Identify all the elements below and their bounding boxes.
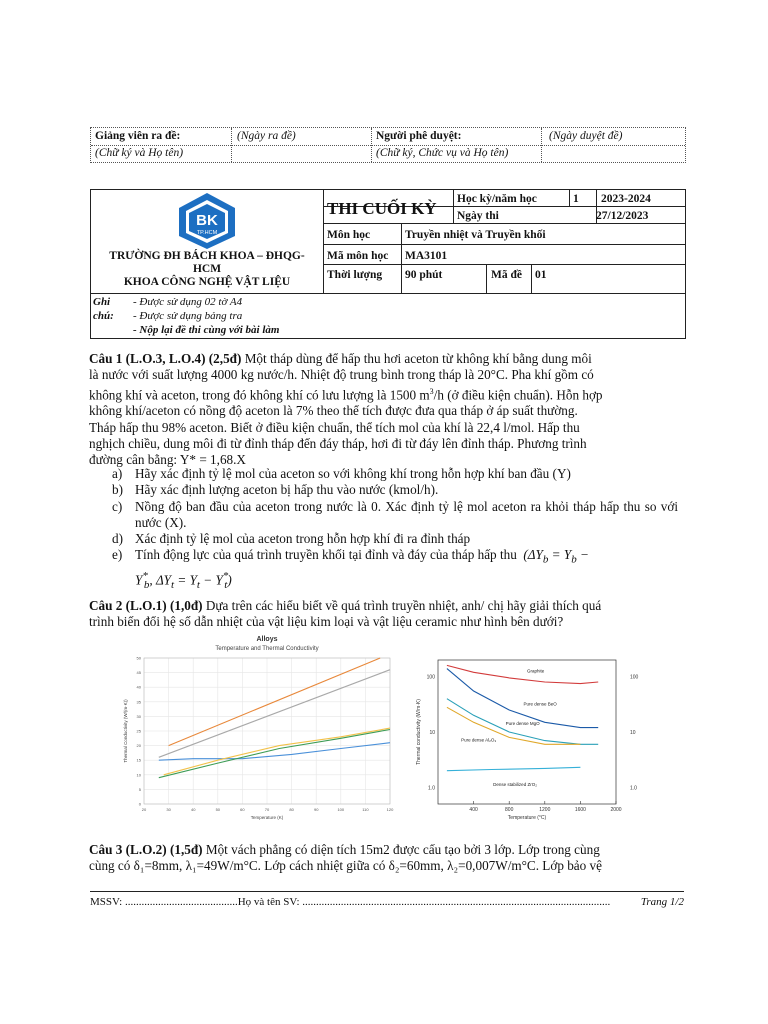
series-line bbox=[447, 669, 598, 728]
faculty-name: KHOA CÔNG NGHỆ VẬT LIỆU bbox=[123, 276, 291, 288]
x-tick-label: 120 bbox=[386, 807, 394, 812]
y-tick-label: 25 bbox=[136, 728, 141, 734]
x-axis-label: Temperature (°C) bbox=[507, 815, 547, 821]
y-tick-label-right: 100 bbox=[630, 674, 639, 681]
exam-code-value: 01 bbox=[535, 269, 547, 281]
x-tick-label: 70 bbox=[264, 807, 270, 812]
logo-text: BK bbox=[196, 212, 218, 229]
x-tick-label: 110 bbox=[362, 807, 369, 812]
date-value: 27/12/2023 bbox=[596, 210, 649, 222]
x-tick-label: 40 bbox=[190, 807, 196, 812]
semester-label: Học kỳ/năm học bbox=[457, 193, 537, 205]
series-label: Graphite bbox=[527, 668, 545, 674]
exam-header-table bbox=[90, 189, 686, 339]
school-line-1: TRƯỜNG ĐH BÁCH KHOA – ĐHQG- bbox=[109, 250, 305, 262]
y-axis-label: Thermal Conductivity (W/(m·K)) bbox=[123, 699, 128, 763]
y-tick-label: 10 bbox=[136, 772, 141, 778]
question-1-heading: Câu 1 (L.O.3, L.O.4) (2,5đ) bbox=[89, 351, 242, 366]
x-axis-label: Temperature (K) bbox=[250, 815, 284, 820]
note-item: - Được sử dụng bảng tra bbox=[133, 310, 243, 322]
y-tick-label: 0 bbox=[138, 801, 141, 807]
y-axis-label: Thermal conductivity (W/m·K) bbox=[416, 699, 422, 765]
series-label: Pure dense MgO bbox=[505, 720, 540, 726]
y-tick-label-right: 10 bbox=[630, 730, 636, 736]
note-item: - Được sử dụng 02 tờ A4 bbox=[133, 296, 243, 308]
course-code-value: MA3101 bbox=[405, 250, 448, 262]
approver-label: Người phê duyệt: bbox=[376, 130, 462, 142]
x-tick-label: 60 bbox=[240, 807, 245, 812]
y-tick-label: 15 bbox=[136, 757, 141, 763]
note-item: - Nộp lại đề thi cùng với bài làm bbox=[133, 324, 280, 336]
question-2-heading: Câu 2 (L.O.1) (1,0đ) bbox=[89, 598, 203, 613]
question-3-heading: Câu 3 (L.O.2) (1,5đ) bbox=[89, 842, 203, 857]
series-label: Dense stabilized ZrO₂ bbox=[493, 782, 537, 788]
x-tick-label: 20 bbox=[141, 807, 147, 812]
x-tick-label: 400 bbox=[469, 807, 478, 813]
question-1-items bbox=[112, 466, 678, 594]
semester-value: 1 bbox=[573, 193, 579, 205]
notes-label: Ghi chú: bbox=[93, 296, 114, 322]
y-tick-label: 10 bbox=[429, 730, 435, 736]
lecturer-date: (Ngày ra đề) bbox=[237, 130, 296, 142]
date-label: Ngày thi bbox=[457, 210, 499, 222]
approver-date: (Ngày duyệt đề) bbox=[549, 130, 623, 142]
subject-value: Truyền nhiệt và Truyền khối bbox=[405, 229, 546, 241]
x-tick-label: 80 bbox=[289, 807, 294, 812]
approval-box bbox=[90, 127, 686, 163]
page-footer bbox=[90, 891, 684, 908]
course-code-label: Mã môn học bbox=[327, 250, 389, 262]
y-tick-label: 45 bbox=[136, 670, 141, 676]
y-tick-label: 5 bbox=[138, 786, 141, 792]
exam-title: THI CUỐI KỲ bbox=[327, 199, 437, 218]
school-line-2: HCM bbox=[192, 263, 222, 275]
year-value: 2023-2024 bbox=[601, 193, 651, 205]
x-tick-label: 100 bbox=[337, 807, 345, 812]
logo-subtext: TP.HCM bbox=[196, 230, 218, 236]
page-number: Trang 1/2 bbox=[640, 896, 684, 908]
y-tick-label: 20 bbox=[136, 743, 141, 749]
question-2: Câu 2 (L.O.1) (1,0đ) Dựa trên các hiểu biết về quá trình truyền nhiệt, anh/ chị hãy giải thích quá trình biến đổi hệ số dẫn nhiệt của vật liệu kim loại và vật liệu ceramic như hình bên dưới? bbox=[89, 598, 602, 630]
alloys-conductivity-chart bbox=[108, 632, 398, 822]
list-item: d) Xác định tỷ lệ mol của aceton trong hỗn hợp khí đi ra đỉnh tháp bbox=[112, 531, 471, 547]
x-tick-label: 50 bbox=[215, 807, 221, 812]
series-line bbox=[447, 767, 581, 770]
y-tick-label: 35 bbox=[136, 699, 141, 705]
y-tick-label: 50 bbox=[136, 655, 141, 661]
student-info-line: MSSV: .........................................Họ và tên SV: ................................................................................................................ bbox=[90, 896, 611, 908]
lecturer-sign: (Chữ ký và Họ tên) bbox=[95, 147, 184, 159]
y-tick-label: 1.0 bbox=[428, 785, 435, 792]
list-item: e) Tính động lực của quá trình truyền khối tại đỉnh và đáy của tháp hấp thu ($\Delta Y_b = Y_b$ − $Y^*_b$, $\Delta Y_t = Y_t - Y^*_t$) bbox=[112, 547, 589, 592]
y-tick-label: 100 bbox=[426, 674, 435, 681]
question-3: Câu 3 (L.O.2) (1,5đ) Một vách phẳng có diện tích 15m2 được cấu tạo bởi 3 lớp. Lớp trong cùng cùng có δ₁=8mm, λ₁=49W/m°C. Lớp cách nhiệt giữa có δ₂=60mm, λ₂=0,007W/m°C. Lớp bảo vệ bbox=[89, 842, 602, 874]
notes-list bbox=[133, 295, 279, 337]
series-label: Pure dense BeO bbox=[523, 701, 557, 707]
duration-label: Thời lượng bbox=[327, 269, 383, 281]
series-label: Pure dense Al₂O₃ bbox=[461, 737, 497, 743]
y-tick-label-right: 1.0 bbox=[630, 785, 637, 792]
y-tick-label: 30 bbox=[136, 713, 141, 719]
approver-sign: (Chữ ký, Chức vụ và Họ tên) bbox=[376, 147, 509, 159]
ceramics-conductivity-chart bbox=[408, 654, 640, 826]
x-tick-label: 30 bbox=[166, 807, 171, 812]
list-item: b) Hãy xác định lượng aceton bị hấp thu vào nước (kmol/h). bbox=[112, 482, 439, 498]
lecturer-label: Giảng viên ra đề: bbox=[95, 130, 181, 142]
x-tick-label: 1600 bbox=[574, 807, 586, 813]
x-tick-label: 800 bbox=[505, 807, 514, 813]
chart-title: Alloys bbox=[256, 636, 278, 643]
university-logo bbox=[175, 192, 239, 250]
y-tick-label: 40 bbox=[136, 684, 141, 690]
school-name bbox=[93, 250, 321, 289]
list-item: c) Nồng độ ban đầu của aceton trong nước là 0. Xác định tỷ lệ mol aceton ra khỏi tháp hấp thu so với nước (X). bbox=[112, 498, 678, 530]
x-tick-label: 1200 bbox=[539, 807, 551, 813]
duration-value: 90 phút bbox=[405, 269, 443, 281]
x-tick-label: 2000 bbox=[610, 807, 622, 813]
list-item: a) Hãy xác định tỷ lệ mol của aceton so với không khí trong hỗn hợp khí ban đầu (Y) bbox=[112, 466, 571, 481]
subject-label: Môn học bbox=[327, 229, 371, 241]
exam-code-label: Mã đề bbox=[491, 269, 522, 281]
x-tick-label: 90 bbox=[313, 807, 319, 812]
question-1: Câu 1 (L.O.3, L.O.4) (2,5đ) Một tháp dùng để hấp thu hơi aceton từ không khí bằng dung môi là nước với suất lượng 4000 kg nước/h. Nhiệt độ trung bình trong tháp là 20°C. Pha khí gồm có không khí và aceton, trong đó không khí có lưu lượng là 1500 $m^3/h$ (ở điều kiện chuẩn). Hỗn hợp không khí/aceton có nồng độ aceton là 7% theo thể tích được đưa qua tháp ở áp suất thường. Tháp hấp thu 98% aceton. Biết ở điều kiện chuẩn, thể tích mol của khí là 22,4 l/mol. Hấp thu nghịch chiều, dung môi đi từ đỉnh tháp đến đáy tháp, hơi đi từ đáy lên đỉnh tháp. Phương trình đường cân bằng: Y* = 1,68.X bbox=[89, 351, 603, 468]
series-line bbox=[447, 665, 598, 683]
chart-subtitle: Temperature and Thermal Conductivity bbox=[215, 646, 319, 652]
